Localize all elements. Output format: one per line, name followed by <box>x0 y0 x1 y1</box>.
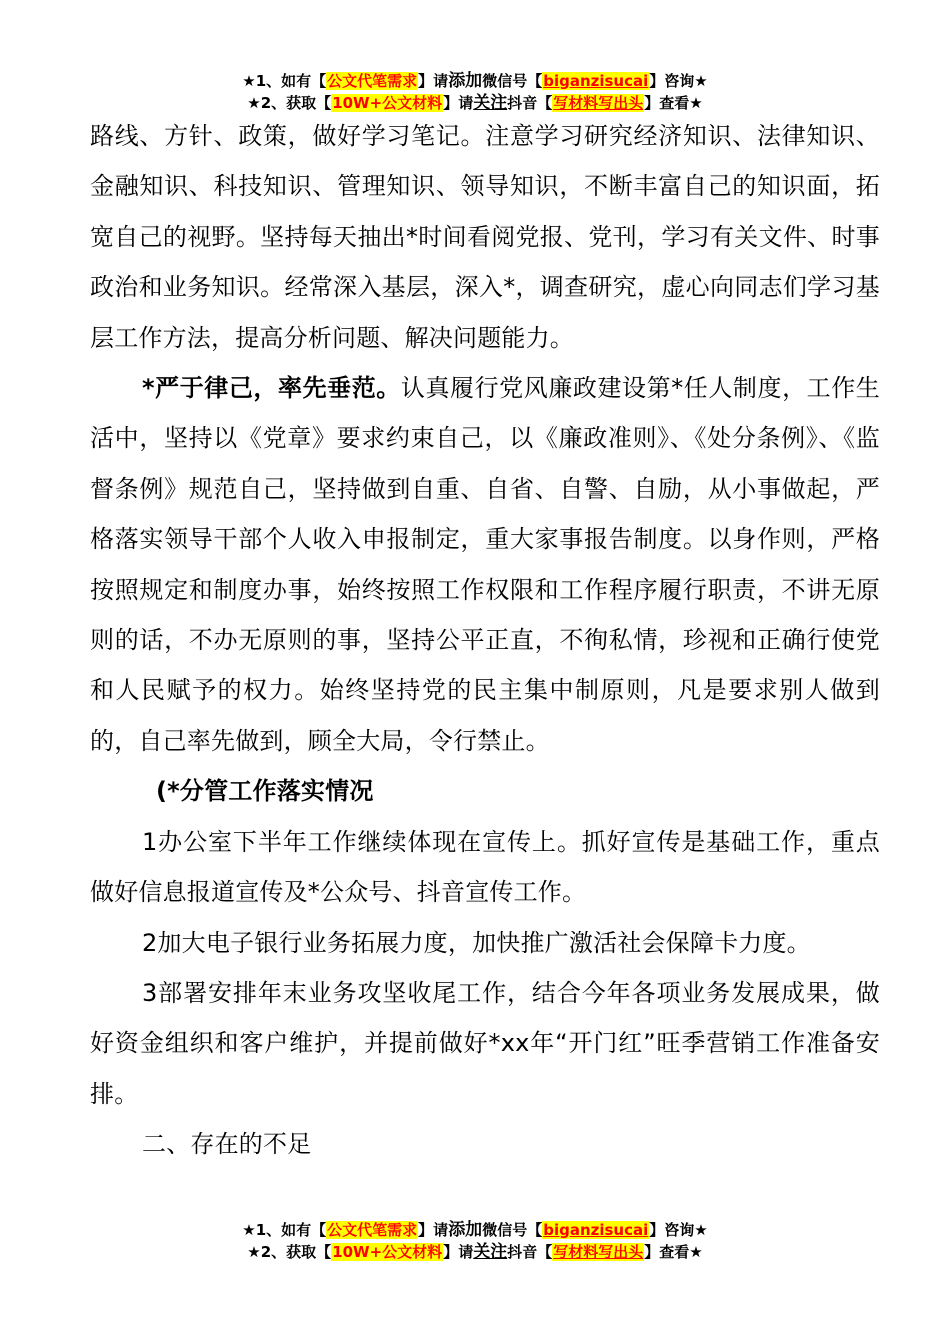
promo-line-2: ★2、获取【10W+公文材料】请关注抖音【写材料写出头】查看★ <box>247 1242 703 1262</box>
section-heading-shortcomings: 二、存在的不足 <box>142 1130 312 1159</box>
paragraph-lead: *严于律己，率先垂范。 <box>142 374 401 403</box>
promo-banner-bottom <box>0 1219 950 1263</box>
list-item: 1办公室下半年工作继续体现在宣传上。抓好宣传是基础工作，重点做好信息报道宣传及*公众号、抖音宣传工作。 <box>90 827 880 907</box>
wechat-id-link[interactable]: biganzisucai <box>543 1221 649 1239</box>
promo-line-2: ★2、获取【10W+公文材料】请关注抖音【写材料写出头】查看★ <box>247 93 703 113</box>
sub-heading-work: (*分管工作落实情况 <box>156 777 374 806</box>
douyin-account-link[interactable]: 写材料写出头 <box>553 94 644 112</box>
promo-line-1: ★1、如有【公文代笔需求】请添加微信号【biganzisucai】咨询★ <box>242 1220 708 1240</box>
promo-line-1: ★1、如有【公文代笔需求】请添加微信号【biganzisucai】咨询★ <box>242 71 708 91</box>
list-item: 3部署安排年末业务攻坚收尾工作，结合今年各项业务发展成果，做好资金组织和客户维护，并提前做好*xx年“开门红”旺季营销工作准备安排。 <box>90 978 880 1108</box>
materials-highlight: 10W+公文材料 <box>332 94 443 112</box>
wechat-id-link[interactable]: biganzisucai <box>543 72 649 90</box>
materials-highlight: 10W+公文材料 <box>332 1243 443 1261</box>
douyin-account-link[interactable]: 写材料写出头 <box>553 1243 644 1261</box>
document-body <box>90 111 880 1170</box>
service-highlight: 公文代笔需求 <box>327 72 418 90</box>
service-highlight: 公文代笔需求 <box>327 1221 418 1239</box>
list-item: 2加大电子银行业务拓展力度，加快推广激活社会保障卡力度。 <box>142 928 811 957</box>
paragraph-study: 路线、方针、政策，做好学习笔记。注意学习研究经济知识、法律知识、金融知识、科技知识、管理知识、领导知识，不断丰富自己的知识面，拓宽自己的视野。坚持每天抽出*时间看阅党报、党刊，学习有关文件、时事政治和业务知识。经常深入基层，深入*，调查研究，虚心向同志们学习基层工作方法，提高分析问题、解决问题能力。 <box>90 122 880 352</box>
paragraph-discipline: *严于律己，率先垂范。认真履行党风廉政建设第*任人制度，工作生活中，坚持以《党章》要求约束自己，以《廉政准则》、《处分条例》、《监督条例》规范自己，坚持做到自重、自省、自警、自励，从小事做起，严格落实领导干部个人收入申报制定，重大家事报告制度。以身作则，严格按照规定和制度办事，始终按照工作权限和工作程序履行职责，不讲无原则的话，不办无原则的事，坚持公平正直，不徇私情，珍视和正确行使党和人民赋予的权力。始终坚持党的民主集中制原则，凡是要求别人做到的，自己率先做到，顾全大局，令行禁止。 <box>90 374 880 755</box>
promo-banner-top <box>0 70 950 114</box>
